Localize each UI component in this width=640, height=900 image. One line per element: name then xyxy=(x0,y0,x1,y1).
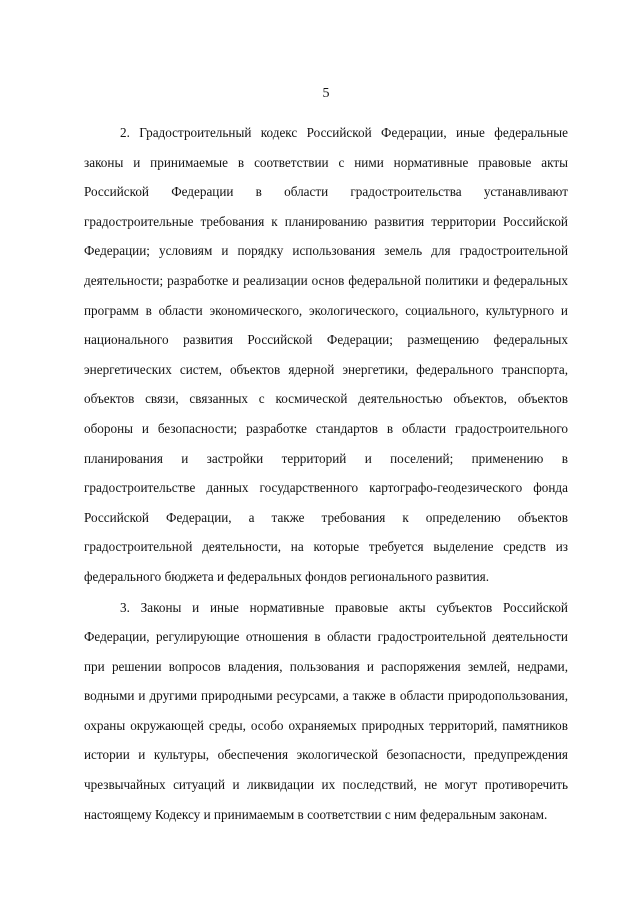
page-number: 5 xyxy=(322,86,330,101)
text-line: водными и другими природными ресурсами, а также в области природопользования, xyxy=(84,688,568,704)
text-line: градостроительные требования к планированию развития территории Российской xyxy=(84,213,568,229)
paragraph-3 xyxy=(84,593,568,830)
text-line: энергетических систем, объектов ядерной энергетики, федерального транспорта, xyxy=(84,361,568,377)
text-line: истории и культуры, обеспечения экологической безопасности, предупреждения xyxy=(84,747,568,763)
text-line: градостроительной деятельности, на которые требуется выделение средств из xyxy=(84,539,568,555)
text-line: национального развития Российской Федерации; размещению федеральных xyxy=(84,332,568,348)
text-line: Федерации, регулирующие отношения в области градостроительной деятельности xyxy=(84,629,568,645)
text-line: Российской Федерации в области градостроительства устанавливают xyxy=(84,184,568,200)
text-line: программ в области экономического, экологического, социального, культурного и xyxy=(84,302,568,318)
text-line: при решении вопросов владения, пользования и распоряжения землей, недрами, xyxy=(84,658,568,674)
text-line: охраны окружающей среды, особо охраняемых природных территорий, памятников xyxy=(84,717,568,733)
text-line: градостроительстве данных государственного картографо-геодезического фонда xyxy=(84,480,568,496)
text-line: планирования и застройки территорий и поселений; применению в xyxy=(84,450,568,466)
text-line: чрезвычайных ситуаций и ликвидации их последствий, не могут противоречить xyxy=(84,777,568,793)
document-body xyxy=(84,118,568,829)
paragraph-2 xyxy=(84,118,568,592)
text-line: деятельности; разработке и реализации основ федеральной политики и федеральных xyxy=(84,272,568,288)
text-line: объектов связи, связанных с космической деятельностью объектов, объектов xyxy=(84,391,568,407)
text-line: 3. Законы и иные нормативные правовые акты субъектов Российской xyxy=(120,599,568,615)
text-line: обороны и безопасности; разработке стандартов в области градостроительного xyxy=(84,420,568,436)
text-line: федерального бюджета и федеральных фондов регионального развития. xyxy=(84,568,490,584)
text-line: законы и принимаемые в соответствии с ними нормативные правовые акты xyxy=(84,154,568,170)
text-line: 2. Градостроительный кодекс Российской Федерации, иные федеральные xyxy=(120,125,568,140)
text-line: Российской Федерации, а также требования к определению объектов xyxy=(84,509,568,525)
text-line: настоящему Кодексу и принимаемым в соответствии с ним федеральным законам. xyxy=(84,806,548,822)
text-line: Федерации; условиям и порядку использования земель для градостроительной xyxy=(84,243,568,259)
